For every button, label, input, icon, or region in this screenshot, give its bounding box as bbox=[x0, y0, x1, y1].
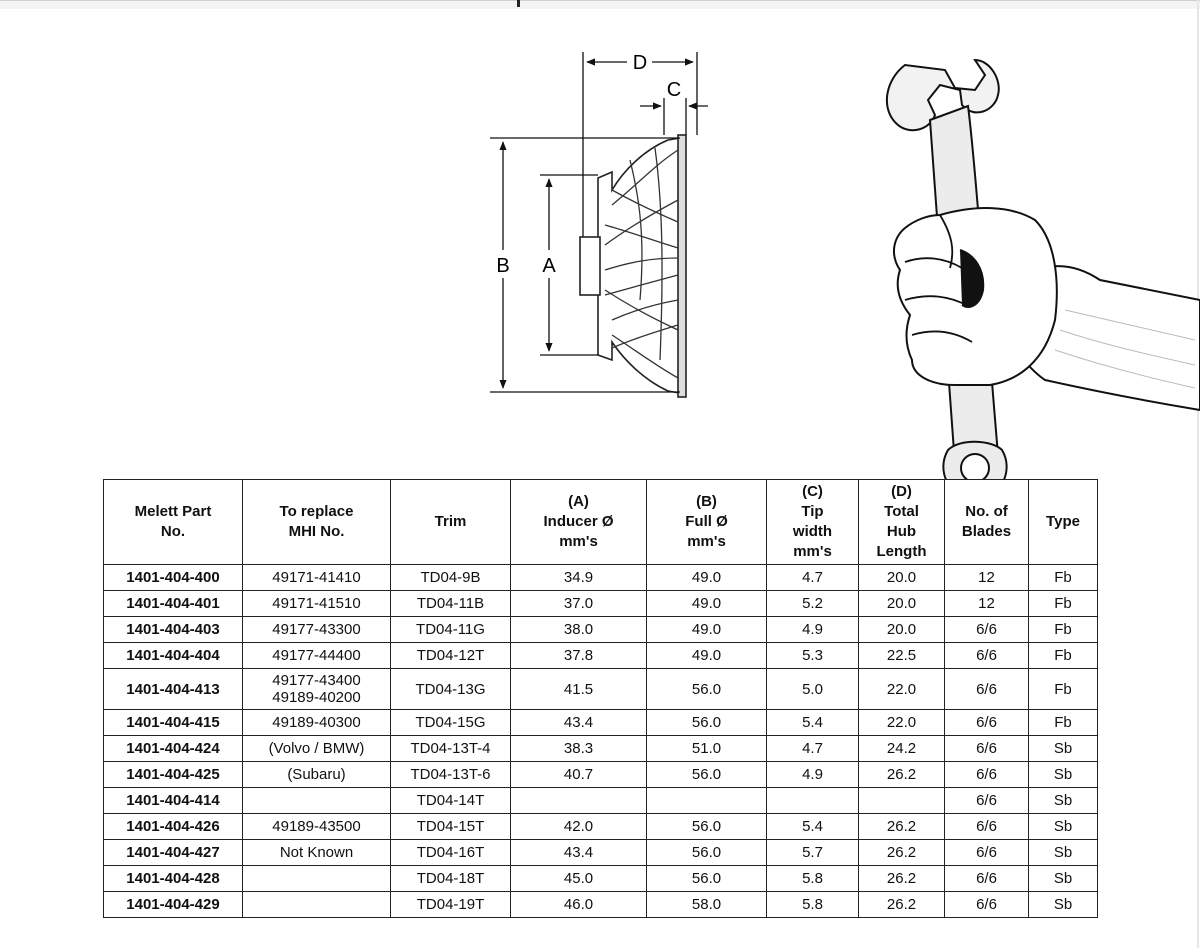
header-type: Type bbox=[1029, 480, 1098, 565]
table-row: 1401-404-400 49171-41410 TD04-9B 34.9 49.0 4.7 20.0 12 Fb bbox=[104, 565, 1098, 591]
table-row: 1401-404-404 49177-44400 TD04-12T 37.8 49.0 5.3 22.5 6/6 Fb bbox=[104, 643, 1098, 669]
table-row: 1401-404-424 (Volvo / BMW) TD04-13T-4 38.3 51.0 4.7 24.2 6/6 Sb bbox=[104, 736, 1098, 762]
header-blades: No. of Blades bbox=[945, 480, 1029, 565]
table-row: 1401-404-425 (Subaru) TD04-13T-6 40.7 56.0 4.9 26.2 6/6 Sb bbox=[104, 762, 1098, 788]
table-row: 1401-404-429 TD04-19T 46.0 58.0 5.8 26.2 6/6 Sb bbox=[104, 892, 1098, 918]
dim-label-d: D bbox=[632, 52, 648, 74]
header-full: (B) Full Ø mm's bbox=[647, 480, 767, 565]
dim-label-b: B bbox=[496, 255, 510, 277]
table-row: 1401-404-414 TD04-14T 6/6 Sb bbox=[104, 788, 1098, 814]
table-row: 1401-404-415 49189-40300 TD04-15G 43.4 56.0 5.4 22.0 6/6 Fb bbox=[104, 710, 1098, 736]
table-row: 1401-404-426 49189-43500 TD04-15T 42.0 56.0 5.4 26.2 6/6 Sb bbox=[104, 814, 1098, 840]
dim-label-a: A bbox=[542, 255, 556, 277]
header-part: Melett Part No. bbox=[104, 480, 243, 565]
table-row: 1401-404-428 TD04-18T 45.0 56.0 5.8 26.2 6/6 Sb bbox=[104, 866, 1098, 892]
table-row: 1401-404-403 49177-43300 TD04-11G 38.0 49.0 4.9 20.0 6/6 Fb bbox=[104, 617, 1098, 643]
header-replace: To replace MHI No. bbox=[243, 480, 391, 565]
header-trim: Trim bbox=[391, 480, 511, 565]
table-row: 1401-404-427 Not Known TD04-16T 43.4 56.0 5.7 26.2 6/6 Sb bbox=[104, 840, 1098, 866]
melett-parts-table bbox=[103, 479, 1098, 918]
table-row: 1401-404-401 49171-41510 TD04-11B 37.0 49.0 5.2 20.0 12 Fb bbox=[104, 591, 1098, 617]
table-row: 1401-404-413 49177-43400 49189-40200 TD04-13G 41.5 56.0 5.0 22.0 6/6 Fb bbox=[104, 669, 1098, 710]
header-tip: (C) Tip width mm's bbox=[767, 480, 859, 565]
wrench-in-fist-icon bbox=[887, 60, 1200, 498]
replace-multi: 49177-43400 49189-40200 bbox=[243, 669, 391, 710]
compressor-wheel-icon bbox=[580, 135, 686, 397]
dimension-c bbox=[640, 98, 708, 135]
header-hub: (D) Total Hub Length bbox=[859, 480, 945, 565]
header-inducer: (A) Inducer Ø mm's bbox=[511, 480, 647, 565]
dim-label-c: C bbox=[666, 79, 682, 101]
table-header-row bbox=[104, 480, 1098, 565]
